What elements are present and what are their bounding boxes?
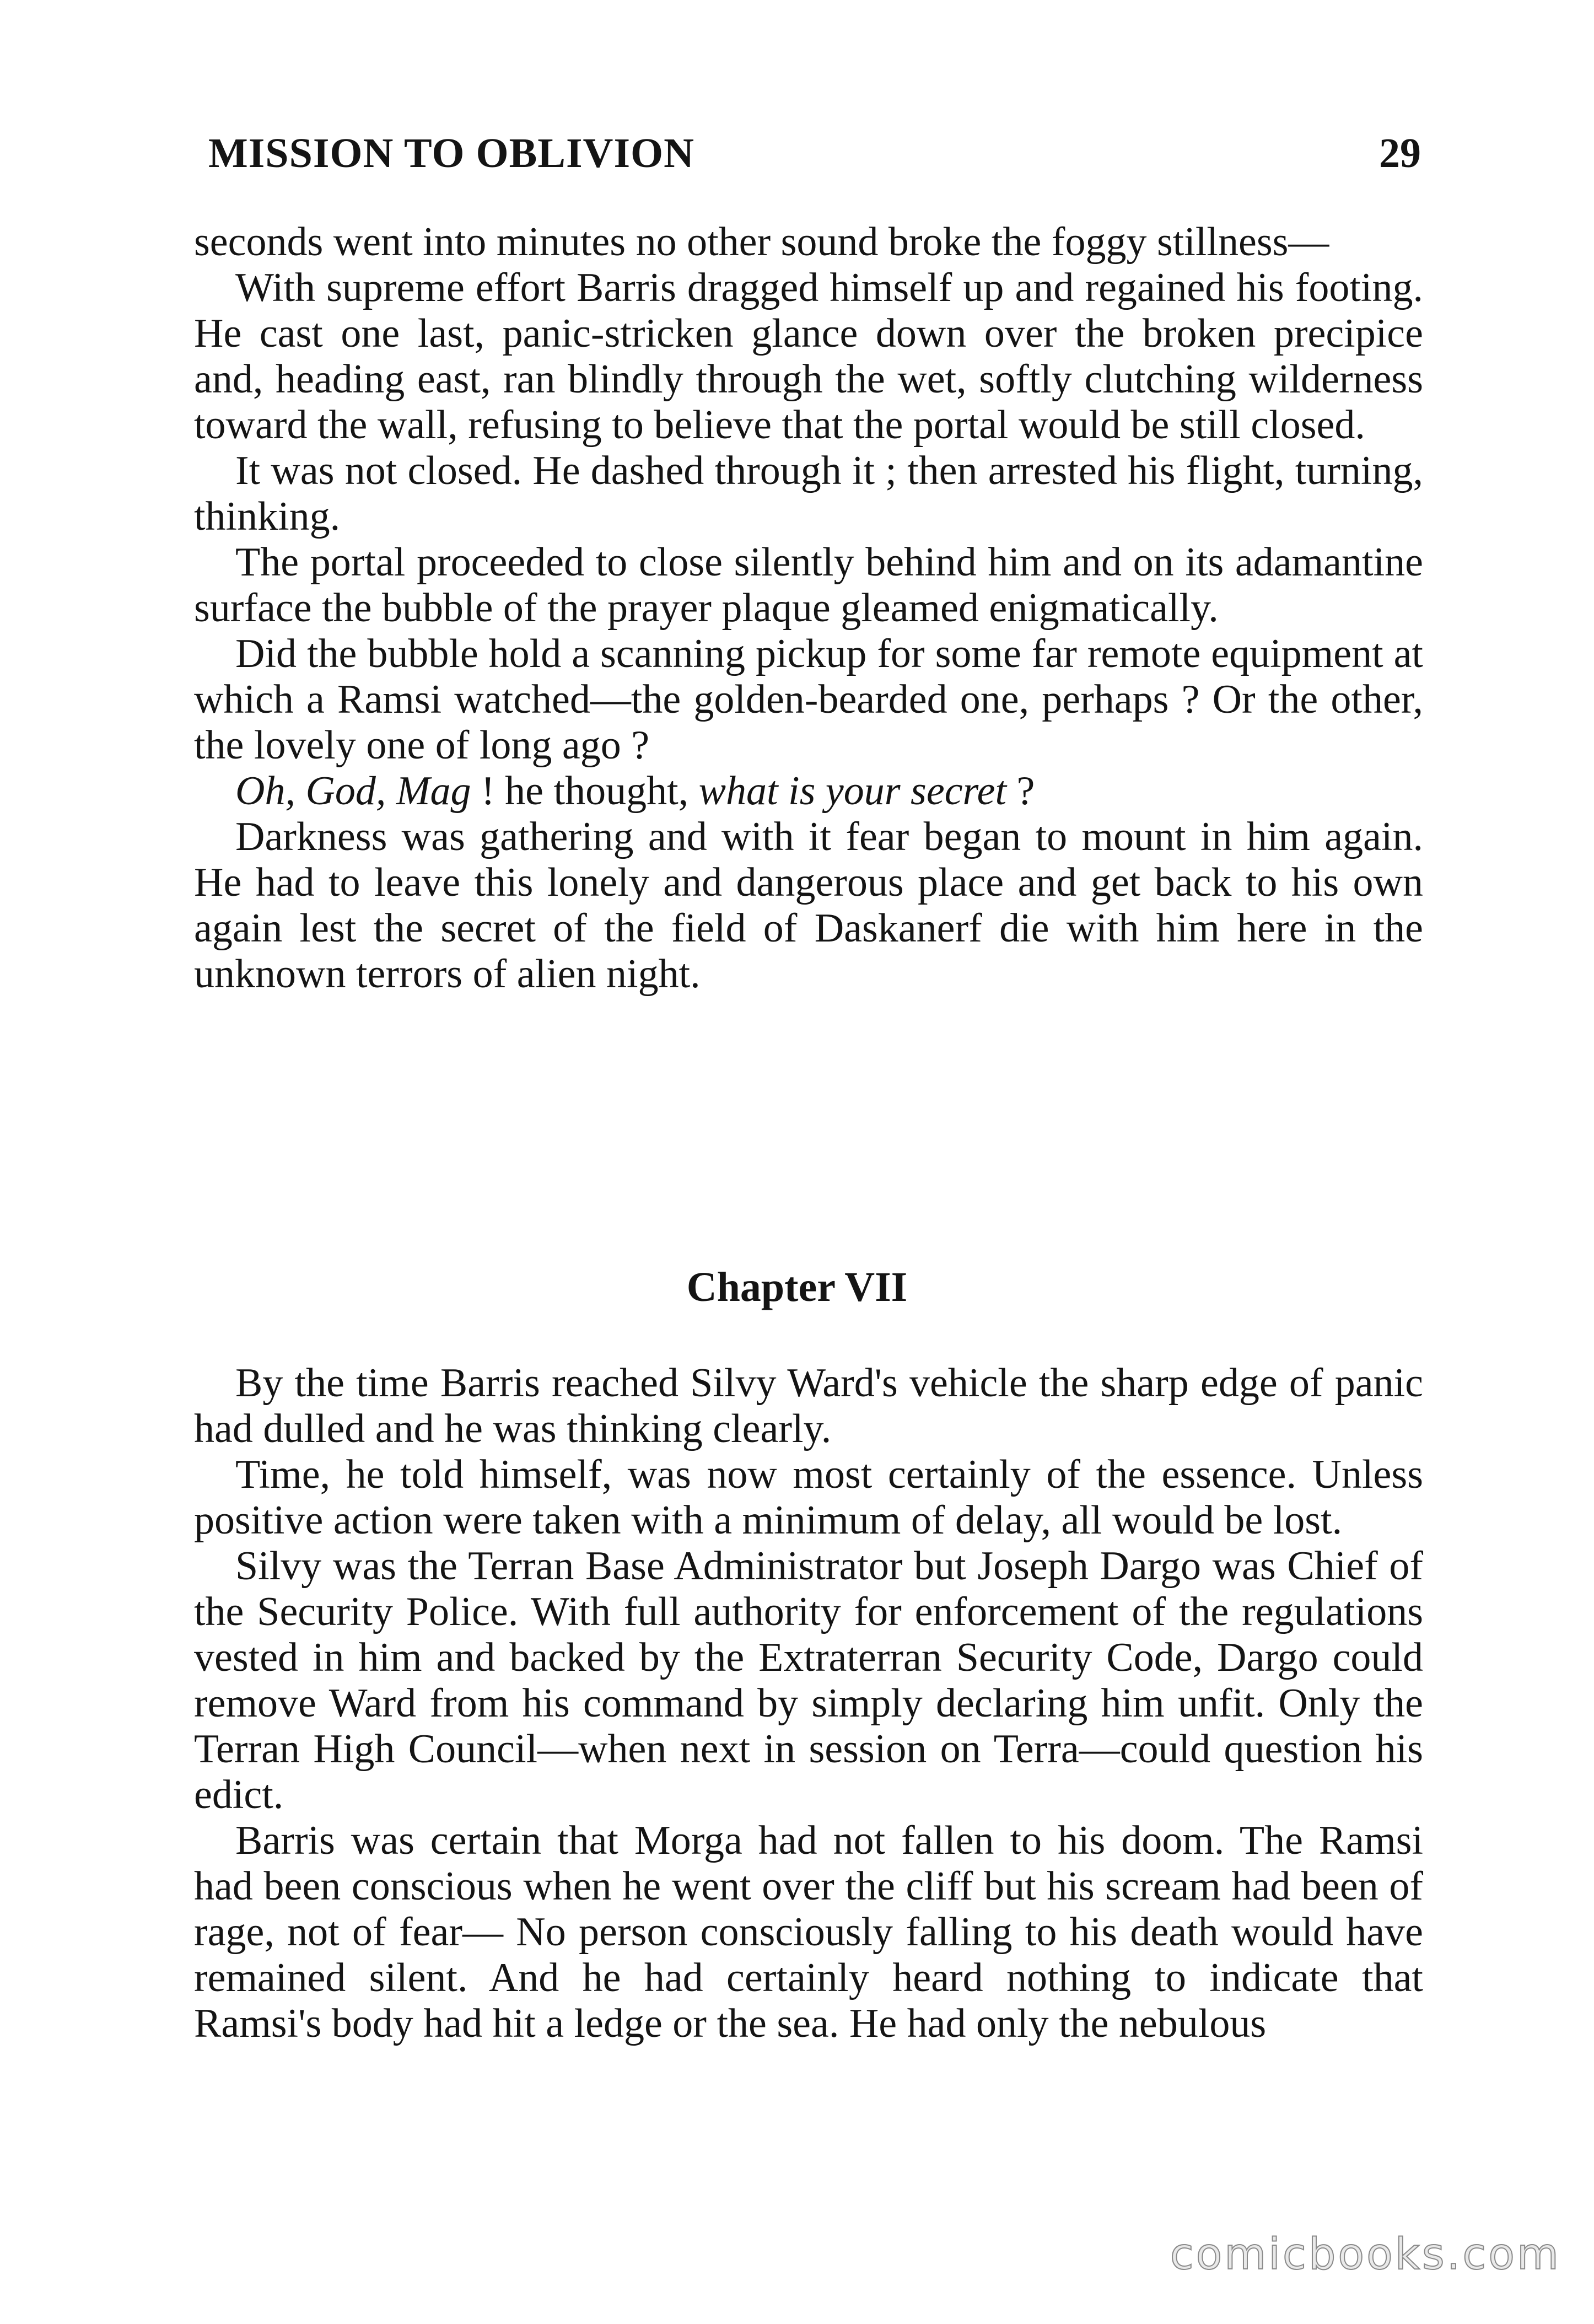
paragraph [194,768,1423,814]
plain-phrase: ? [1006,768,1035,814]
running-head [208,126,1421,181]
bottom-text-block [194,1360,1423,2047]
italic-phrase: what is your secret [698,768,1007,814]
page-number: 29 [1379,130,1421,176]
paragraph: The portal proceeded to close silently behind him and on its adamantine surface the bubble of the prayer plaque gleamed enigmatically. [194,540,1423,631]
paragraph: Barris was certain that Morga had not fallen to his doom. The Ramsi had been conscious when he went over the cliff but his scream had been of rage, not of fear— No person consciously falling to his death would have remained silent. And he had certainly heard nothing to indicate that Ramsi's body had hit a ledge or the sea. He had only the nebulous [194,1818,1423,2046]
paragraph: By the time Barris reached Silvy Ward's vehicle the sharp edge of panic had dulled and he was thinking clearly. [194,1360,1423,1451]
paragraph: Darkness was gathering and with it fear began to mount in him again. He had to leave this lonely and dangerous place and get back to his own again lest the secret of the field of Daskanerf die with him here in the unknown terrors of alien night. [194,814,1423,997]
plain-phrase: ! he thought, [471,768,699,814]
paragraph: It was not closed. He dashed through it ; then arrested his flight, turning, thinking. [194,448,1423,539]
paragraph: Time, he told himself, was now most certainly of the essence. Unless positive action were taken with a minimum of delay, all would be lost. [194,1452,1423,1543]
paragraph: Did the bubble hold a scanning pickup for some far remote equipment at which a Ramsi watched—the golden-bearded one, perhaps ? Or the other, the lovely one of long ago ? [194,631,1423,768]
top-text-block [194,219,1423,997]
italic-phrase: Oh, God, Mag [235,768,471,814]
paragraph: Silvy was the Terran Base Administrator but Joseph Dargo was Chief of the Security Police. With full authority for enforcement of the regulations vested in him and backed by the Extraterran Security Code, Dargo could remove Ward from his command by simply declaring him unfit. Only the Terran High Council—when next in session on Terra—could question his edict. [194,1543,1423,1817]
chapter-heading: Chapter VII [686,1264,908,1310]
paragraph: With supreme effort Barris dragged himself up and regained his footing. He cast one last, panic-stricken glance down over the broken precipice and, heading east, ran blindly through the wet, softly clutching wilderness toward the wall, refusing to believe that the portal would be still closed. [194,265,1423,448]
watermark: comicbooks.com [1170,2230,1561,2279]
paragraph: seconds went into minutes no other sound broke the foggy stillness— [194,219,1329,265]
book-title: MISSION TO OBLIVION [208,130,695,176]
